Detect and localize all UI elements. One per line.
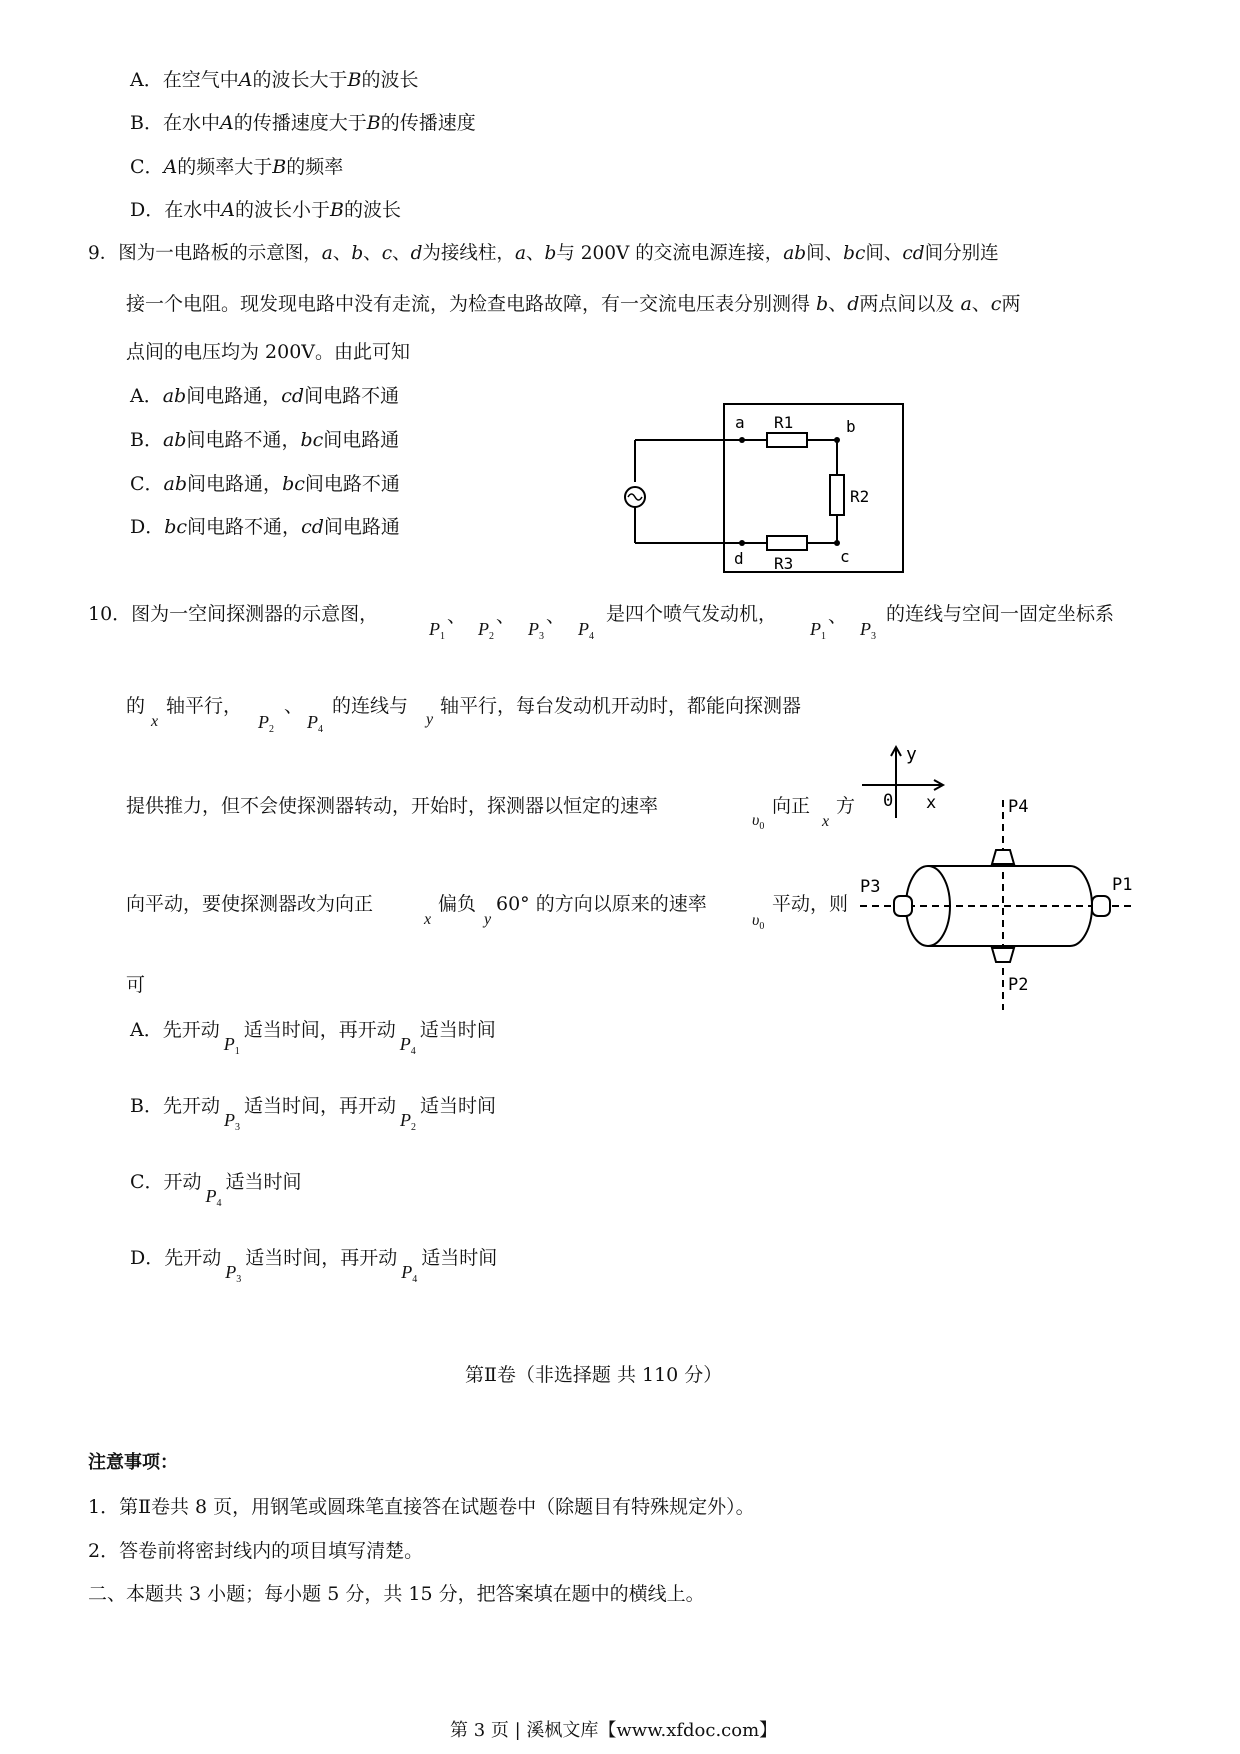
q10-sep4: 、 xyxy=(828,605,848,627)
r2-label: R2 xyxy=(850,487,870,506)
q10-stem-l1b: 是四个喷气发动机， xyxy=(606,603,778,625)
q9-option-c: C．ab间电路通，bc间电路不通 xyxy=(130,473,400,495)
section-2-heading: 二、本题共 3 小题；每小题 5 分，共 15 分，把答案填在题中的横线上。 xyxy=(88,1583,705,1605)
axis-x-label: x xyxy=(926,793,937,813)
detector-diagram xyxy=(850,740,1150,1010)
page-footer: 第 3 页 | 溪枫文库【www.xfdoc.com】 xyxy=(450,1720,778,1741)
p4-label: P4 xyxy=(1008,797,1029,817)
q8-option-a: A．在空气中A的波长大于B的波长 xyxy=(130,69,419,91)
q10-stem-l4c: 60° 的方向以原来的速率 xyxy=(496,893,707,915)
q10-y1: y xyxy=(426,711,434,728)
r3-label: R3 xyxy=(774,554,794,573)
q10-p3: $P_3$ xyxy=(528,619,544,642)
terminal-b-label: b xyxy=(846,417,856,436)
q9-option-d: D．bc间电路不通，cd间电路通 xyxy=(130,516,400,538)
q10-p4b: $P_4$ xyxy=(307,712,323,735)
q10-stem-l1a: 10．图为一空间探测器的示意图， xyxy=(88,603,379,625)
q8-option-b: B．在水中A的传播速度大于B的传播速度 xyxy=(130,112,476,134)
p2-label: P2 xyxy=(1008,975,1029,995)
q10-p4: $P_4$ xyxy=(578,619,594,642)
q9-stem-line3: 点间的电压均为 200V。由此可知 xyxy=(126,341,411,363)
q10-x3: x xyxy=(424,911,432,928)
axis-origin-label: 0 xyxy=(883,791,894,811)
q8-option-c: C．A的频率大于B的频率 xyxy=(130,156,344,178)
q10-stem-l3c: 方 xyxy=(836,795,856,817)
r1-label: R1 xyxy=(774,413,794,432)
q9-option-b: B．ab间电路不通，bc间电路通 xyxy=(130,429,400,451)
q10-p2b: $P_2$ xyxy=(258,712,274,735)
terminal-a-label: a xyxy=(735,413,745,432)
q10-stem-l1c: 的连线与空间一固定坐标系 xyxy=(886,603,1115,625)
q9-option-a: A．ab间电路通，cd间电路不通 xyxy=(130,385,400,407)
q9-stem-line1: 9．图为一电路板的示意图，a、b、c、d为接线柱，a、b与 200V 的交流电源连接，ab间、bc间、cd间分别连 xyxy=(88,243,999,264)
q10-option-c: C．开动$P_4$适当时间 xyxy=(130,1171,302,1209)
q10-stem-l5: 可 xyxy=(126,974,146,996)
q10-stem-l2c: 、 xyxy=(284,695,304,717)
q10-stem-l2b: 轴平行， xyxy=(166,695,243,717)
q10-sep3: 、 xyxy=(546,605,566,627)
q8-option-d: D．在水中A的波长小于B的波长 xyxy=(130,199,401,221)
q9-stem-line2: 接一个电阻。现发现电路中没有走流，为检查电路故障，有一交流电压表分别测得 b、d两点间以及 a、c两 xyxy=(126,293,1021,315)
q10-x1: x xyxy=(151,713,159,730)
q10-stem-l2a: 的 xyxy=(126,695,146,717)
q10-y2: y xyxy=(484,911,492,928)
note-1: 1．第Ⅱ卷共 8 页，用钢笔或圆珠笔直接答在试题卷中（除题目有特殊规定外）。 xyxy=(88,1496,755,1518)
q10-v0-2: $\upsilon_0$ xyxy=(752,912,765,932)
q10-option-a: A．先开动$P_1$适当时间，再开动$P_4$适当时间 xyxy=(130,1019,496,1057)
note-2: 2．答卷前将密封线内的项目填写清楚。 xyxy=(88,1540,424,1562)
axis-y-label: y xyxy=(906,744,917,765)
circuit-diagram xyxy=(610,398,910,578)
q10-p1: $P_1$ xyxy=(429,619,445,642)
q10-stem-l2d: 的连线与 xyxy=(332,695,409,717)
q10-v0-1: $\upsilon_0$ xyxy=(752,812,765,832)
q10-stem-l3b: 向正 xyxy=(772,795,811,817)
q10-stem-l4a: 向平动，要使探测器改为向正 xyxy=(126,893,374,915)
q10-p2: $P_2$ xyxy=(478,619,494,642)
q10-stem-l4b: 偏负 xyxy=(438,893,477,915)
q10-option-b: B．先开动$P_3$适当时间，再开动$P_2$适当时间 xyxy=(130,1095,496,1133)
terminal-d-label: d xyxy=(734,549,744,568)
q10-option-d: D．先开动$P_3$适当时间，再开动$P_4$适当时间 xyxy=(130,1247,498,1285)
q10-stem-l4d: 平动，则 xyxy=(772,893,849,915)
q10-p1b: $P_1$ xyxy=(810,619,826,642)
terminal-c-label: c xyxy=(840,547,850,566)
q10-x2: x xyxy=(822,813,830,830)
q10-sep1: 、 xyxy=(447,605,467,627)
p1-label: P1 xyxy=(1112,875,1133,895)
q10-p3b: $P_3$ xyxy=(860,619,876,642)
part2-title: 第Ⅱ卷（非选择题 共 110 分） xyxy=(465,1364,723,1386)
notes-title: 注意事项： xyxy=(88,1452,178,1473)
q10-stem-l2e: 轴平行，每台发动机开动时，都能向探测器 xyxy=(440,695,802,717)
p3-label: P3 xyxy=(860,877,881,897)
q10-sep2: 、 xyxy=(496,605,516,627)
q10-stem-l3a: 提供推力，但不会使探测器转动，开始时，探测器以恒定的速率 xyxy=(126,795,659,817)
